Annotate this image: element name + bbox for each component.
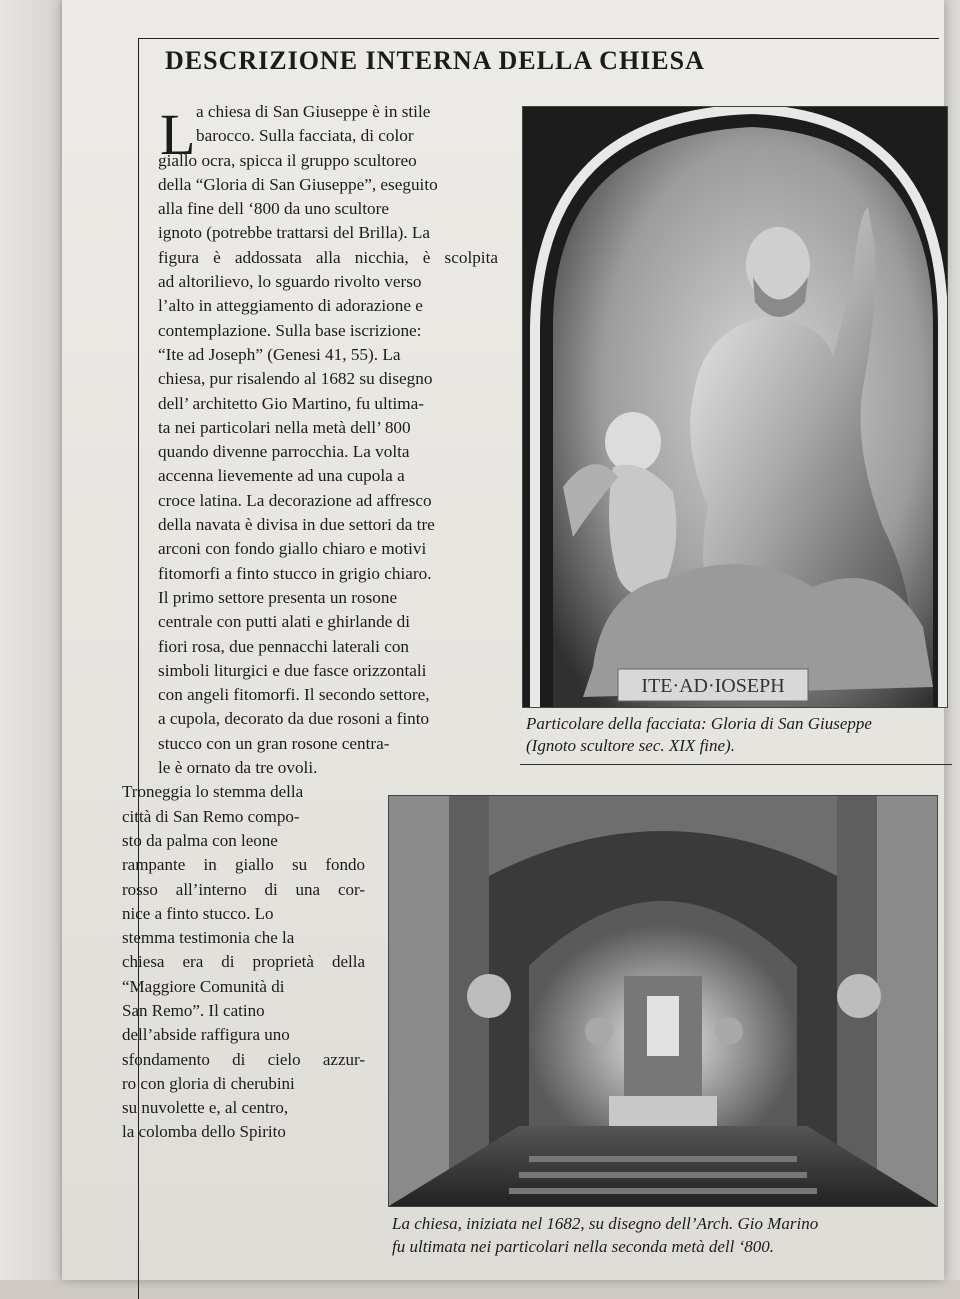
text-line: rosso all’interno di una cor-: [122, 879, 365, 899]
text-line: ignoto (potrebbe trattarsi del Brilla). La: [158, 223, 431, 243]
adjacent-page-left: [0, 0, 60, 1280]
text-line: contemplazione. Sulla base iscrizione:: [158, 320, 422, 340]
page-title: DESCRIZIONE INTERNA DELLA CHIESA: [165, 46, 705, 75]
text-line: ta nei particolari nella metà dell’ 800: [158, 417, 411, 437]
text-line: chiesa era di proprietà della: [122, 952, 365, 972]
interior-photo: [388, 795, 938, 1207]
text-line: ro con gloria di cherubini: [122, 1073, 295, 1093]
text-line: quando divenne parrocchia. La volta: [158, 442, 410, 462]
text-line: dell’ architetto Gio Martino, fu ultima-: [158, 393, 425, 413]
statue-caption-rule: [520, 764, 952, 765]
text-line: della navata è divisa in due settori da tre: [158, 515, 435, 535]
text-line: croce latina. La decorazione ad affresco: [158, 490, 432, 510]
text-line: su nuvolette e, al centro,: [122, 1098, 289, 1118]
drop-cap: L: [160, 102, 196, 167]
text-line: “Maggiore Comunità di: [122, 976, 285, 996]
interior-caption-line2: fu ultimata nei particolari nella seconda metà dell ‘800.: [392, 1237, 774, 1256]
statue-caption-line2: (Ignoto scultore sec. XIX fine).: [526, 736, 735, 755]
text-line: con angeli fitomorfi. Il secondo settore,: [158, 685, 430, 705]
text-line: ad altorilievo, lo sguardo rivolto verso: [158, 272, 422, 292]
text-line: fitomorfi a finto stucco in grigio chiaro.: [158, 563, 432, 583]
text-line: sto da palma con leone: [122, 830, 278, 850]
statue-inscription: ITE·AD·IOSEPH: [641, 675, 785, 697]
statue-image: [523, 107, 947, 707]
interior-caption-line1: La chiesa, iniziata nel 1682, su disegno dell’Arch. Gio Marino: [392, 1214, 819, 1233]
interior-image: [389, 796, 937, 1206]
text-line: figura è addossata alla nicchia, è scolpita: [158, 247, 498, 267]
text-line: alla fine dell ‘800 da uno scultore: [158, 199, 389, 219]
text-line: della “Gloria di San Giuseppe”, eseguito: [158, 174, 438, 194]
text-line: “Ite ad Joseph” (Genesi 41, 55). La: [158, 344, 401, 364]
text-line: barocco. Sulla facciata, di color: [196, 126, 414, 146]
text-line: la colomba dello Spirito: [122, 1122, 286, 1142]
text-line: arconi con fondo giallo chiaro e motivi: [158, 539, 427, 559]
text-line: San Remo”. Il catino: [122, 1000, 265, 1020]
text-line: Il primo settore presenta un rosone: [158, 587, 398, 607]
statue-photo: [522, 106, 948, 708]
text-line: Troneggia lo stemma della: [122, 782, 304, 802]
text-line: stemma testimonia che la: [122, 928, 295, 948]
text-line: l’alto in atteggiamento di adorazione e: [158, 296, 423, 316]
text-line: simboli liturgici e due fasce orizzontali: [158, 660, 427, 680]
text-line: le è ornato da tre ovoli.: [158, 758, 318, 778]
statue-caption-line1: Particolare della facciata: Gloria di San Giuseppe: [526, 714, 872, 733]
text-line: nice a finto stucco. Lo: [122, 903, 274, 923]
text-line: rampante in giallo su fondo: [122, 855, 365, 875]
text-line: stucco con un gran rosone centra-: [158, 733, 390, 753]
text-line: fiori rosa, due pennacchi laterali con: [158, 636, 410, 656]
text-line: giallo ocra, spicca il gruppo scultoreo: [158, 150, 417, 170]
text-line: a cupola, decorato da due rosoni a finto: [158, 709, 430, 729]
text-line: dell’abside raffigura uno: [122, 1025, 290, 1045]
text-line: centrale con putti alati e ghirlande di: [158, 612, 410, 632]
text-line: città di San Remo compo-: [122, 806, 300, 826]
text-line: sfondamento di cielo azzur-: [122, 1049, 365, 1069]
text-line: a chiesa di San Giuseppe è in stile: [196, 102, 431, 121]
text-line: chiesa, pur risalendo al 1682 su disegno: [158, 369, 433, 389]
text-line: accenna lievemente ad una cupola a: [158, 466, 405, 486]
